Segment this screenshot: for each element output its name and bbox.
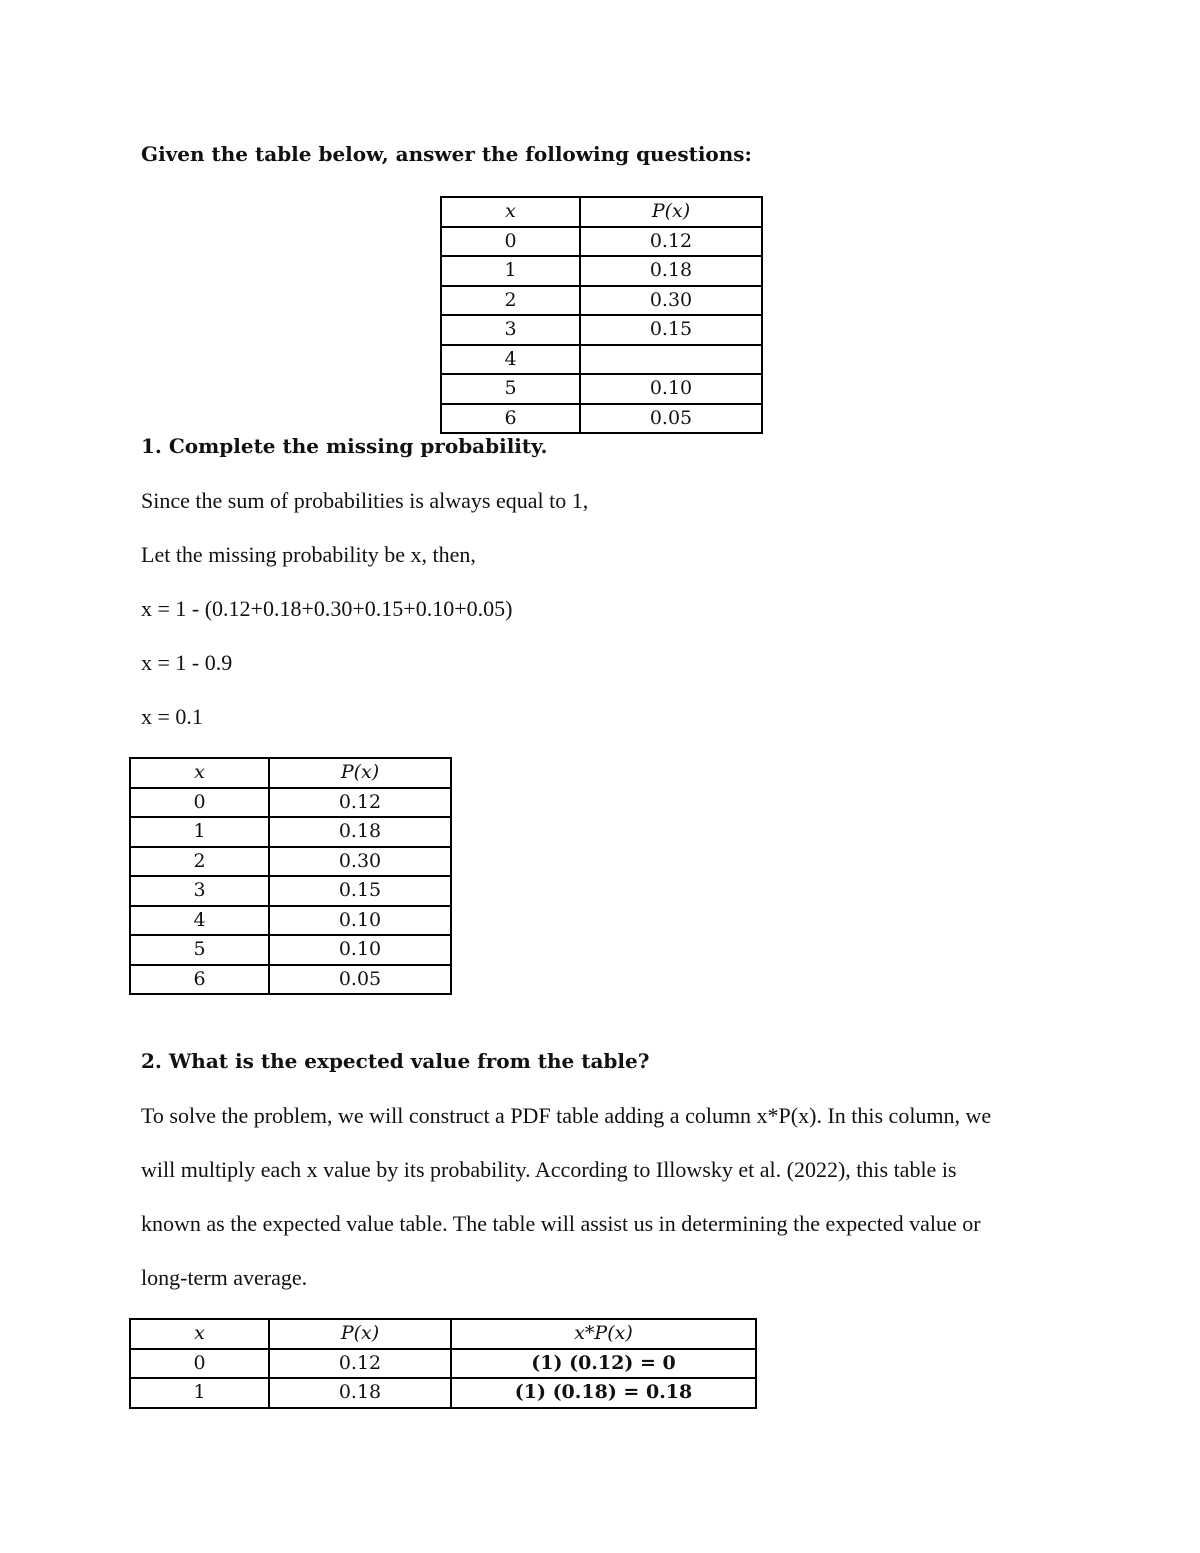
cell-x: 6 bbox=[130, 965, 269, 995]
cell-x: 1 bbox=[130, 817, 269, 847]
table-row bbox=[130, 817, 451, 847]
cell-x: 5 bbox=[130, 935, 269, 965]
cell-x: 0 bbox=[130, 788, 269, 818]
q1-line: Since the sum of probabilities is always equal to 1, bbox=[141, 488, 589, 513]
cell-px: 0.12 bbox=[269, 788, 451, 818]
cell-x: 0 bbox=[130, 1349, 269, 1379]
table-row bbox=[441, 227, 762, 257]
table-row bbox=[441, 286, 762, 316]
table-row bbox=[441, 374, 762, 404]
table-row bbox=[441, 345, 762, 375]
q1-equation: x = 1 - 0.9 bbox=[141, 650, 233, 675]
probability-table-given bbox=[440, 196, 763, 434]
cell-px-filled: 0.10 bbox=[269, 906, 451, 936]
table-row bbox=[441, 404, 762, 434]
intro-heading: Given the table below, answer the following questions: bbox=[141, 142, 752, 166]
q2-line: will multiply each x value by its probability. According to Illowsky et al. (2022), this table is bbox=[141, 1157, 957, 1182]
question-2-heading: 2. What is the expected value from the table? bbox=[141, 1049, 650, 1073]
cell-px: 0.05 bbox=[580, 404, 762, 434]
probability-table-completed bbox=[129, 757, 452, 995]
cell-px: 0.18 bbox=[580, 256, 762, 286]
cell-x: 4 bbox=[441, 345, 580, 375]
cell-px: 0.15 bbox=[269, 876, 451, 906]
header-x: x bbox=[130, 758, 269, 788]
cell-px: 0.30 bbox=[580, 286, 762, 316]
cell-x: 3 bbox=[130, 876, 269, 906]
table-row bbox=[130, 788, 451, 818]
header-px: P(x) bbox=[269, 758, 451, 788]
q2-line: To solve the problem, we will construct a PDF table adding a column x*P(x). In this column, we bbox=[141, 1103, 992, 1128]
table-row bbox=[130, 906, 451, 936]
cell-px: 0.15 bbox=[580, 315, 762, 345]
header-xpx: x*P(x) bbox=[451, 1319, 756, 1349]
cell-px: 0.05 bbox=[269, 965, 451, 995]
header-x: x bbox=[130, 1319, 269, 1349]
q2-line: long-term average. bbox=[141, 1265, 308, 1290]
cell-px: 0.10 bbox=[269, 935, 451, 965]
question-1-heading: 1. Complete the missing probability. bbox=[141, 434, 548, 458]
cell-x: 1 bbox=[130, 1378, 269, 1408]
table-row bbox=[130, 876, 451, 906]
cell-x: 4 bbox=[130, 906, 269, 936]
q2-line: known as the expected value table. The table will assist us in determining the expected value or bbox=[141, 1211, 981, 1236]
cell-x: 0 bbox=[441, 227, 580, 257]
q1-equation: x = 0.1 bbox=[141, 704, 203, 729]
table-row bbox=[441, 256, 762, 286]
table-header-row bbox=[441, 197, 762, 227]
q1-line: Let the missing probability be x, then, bbox=[141, 542, 476, 567]
cell-x: 1 bbox=[441, 256, 580, 286]
q1-equation: x = 1 - (0.12+0.18+0.30+0.15+0.10+0.05) bbox=[141, 596, 513, 621]
cell-px: 0.12 bbox=[269, 1349, 451, 1379]
header-px: P(x) bbox=[580, 197, 762, 227]
table-row bbox=[130, 847, 451, 877]
expected-value-table bbox=[129, 1318, 757, 1409]
header-px: P(x) bbox=[269, 1319, 451, 1349]
cell-x: 5 bbox=[441, 374, 580, 404]
table-header-row bbox=[130, 1319, 756, 1349]
cell-x: 2 bbox=[441, 286, 580, 316]
cell-x: 3 bbox=[441, 315, 580, 345]
table-row bbox=[130, 1378, 756, 1408]
cell-xpx: (1) (0.18) = 0.18 bbox=[451, 1378, 756, 1408]
table-header-row bbox=[130, 758, 451, 788]
cell-px: 0.12 bbox=[580, 227, 762, 257]
cell-px: 0.18 bbox=[269, 1378, 451, 1408]
table-row bbox=[441, 315, 762, 345]
cell-px: 0.18 bbox=[269, 817, 451, 847]
cell-px: 0.30 bbox=[269, 847, 451, 877]
table-row bbox=[130, 965, 451, 995]
cell-x: 2 bbox=[130, 847, 269, 877]
cell-px-missing bbox=[580, 345, 762, 375]
cell-xpx: (1) (0.12) = 0 bbox=[451, 1349, 756, 1379]
table-row bbox=[130, 1349, 756, 1379]
cell-px: 0.10 bbox=[580, 374, 762, 404]
cell-x: 6 bbox=[441, 404, 580, 434]
table-row bbox=[130, 935, 451, 965]
header-x: x bbox=[441, 197, 580, 227]
